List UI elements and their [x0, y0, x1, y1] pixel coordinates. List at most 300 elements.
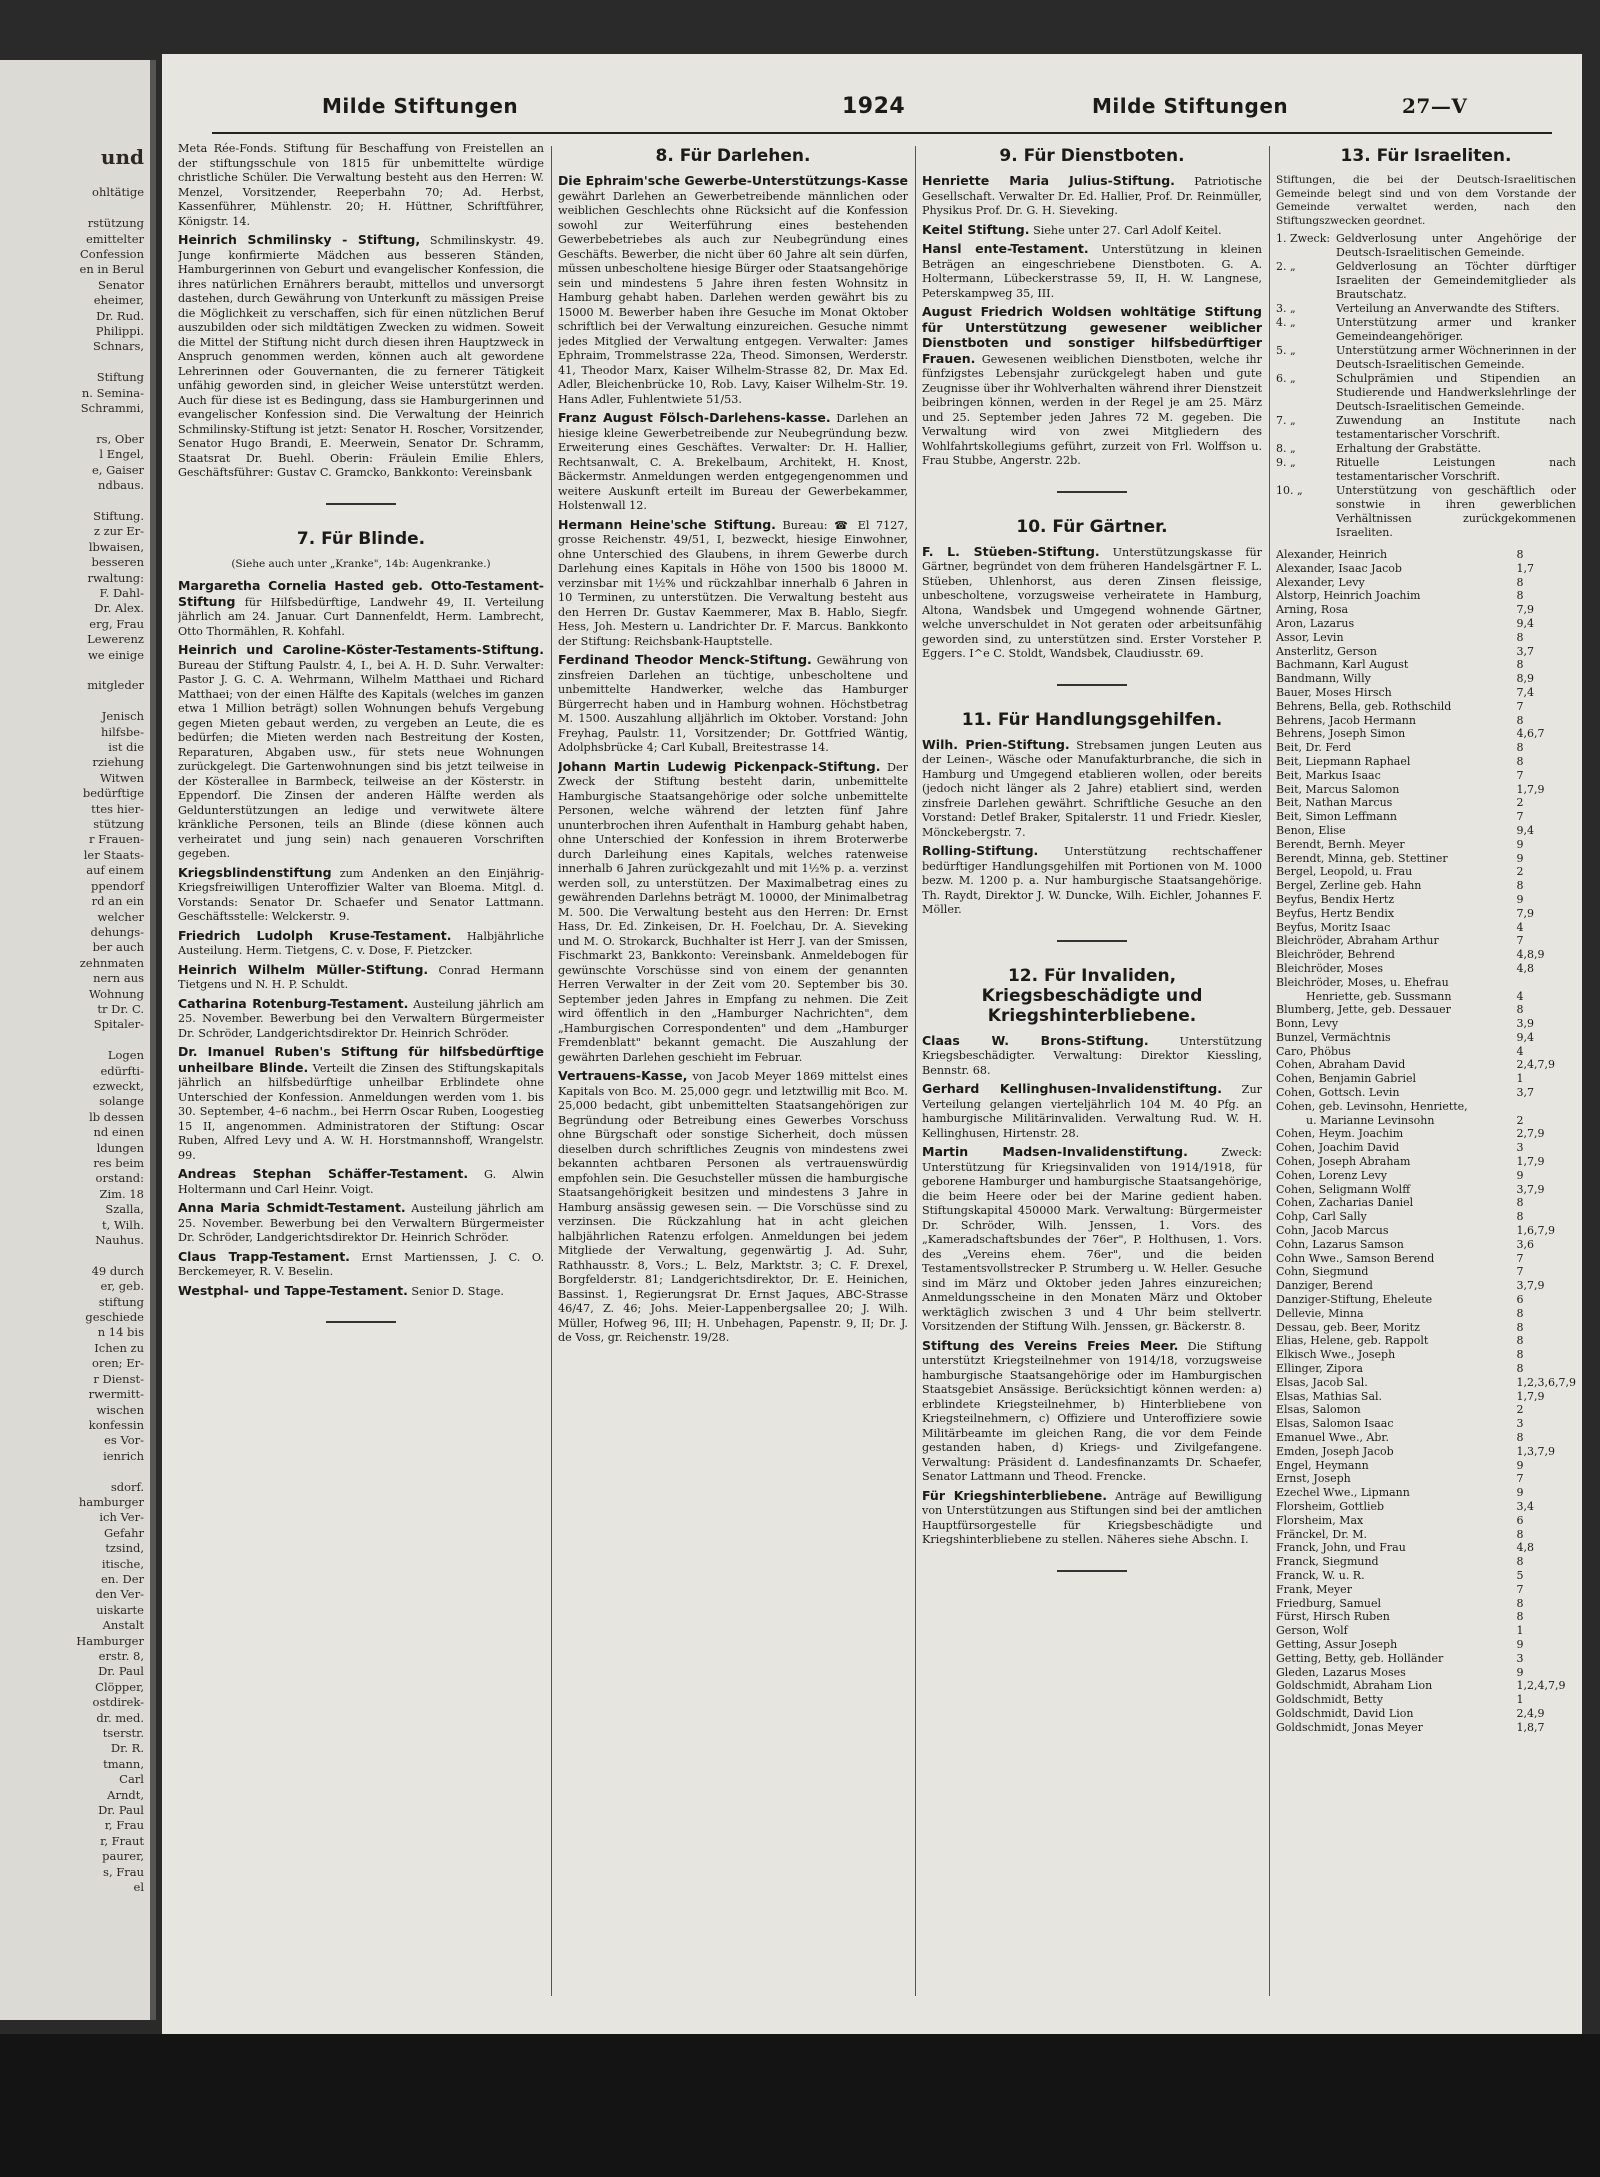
zweck-codes: 3 — [1516, 1651, 1524, 1665]
section-divider — [1057, 1570, 1127, 1572]
stiftung-name: Cohen, Joachim David — [1276, 1141, 1400, 1155]
section-7-heading: 7. Für Blinde. — [296, 528, 426, 549]
zweck-codes: 7 — [1516, 1472, 1524, 1486]
zweck-codes: 4,8 — [1516, 961, 1535, 975]
previous-page-text-fragment: konfessin — [88, 1417, 144, 1432]
previous-page-text-fragment — [0, 494, 150, 509]
zweck-number: 8. „ — [1276, 442, 1296, 455]
previous-page-text-fragment: Anstalt — [102, 1618, 144, 1633]
previous-page-text-fragment: r Dienst- — [93, 1371, 144, 1386]
table-row — [1276, 1100, 1576, 1114]
previous-page-text-fragment — [0, 355, 150, 370]
stiftung-name: Gerson, Wolf — [1276, 1624, 1348, 1638]
trapp-testament: Claus Trapp-Testament. Ernst Martienssen, J. C. O. Berckemeyer, R. V. Beselin. — [178, 1248, 544, 1278]
stiftung-name: Cohp, Carl Sally — [1276, 1210, 1367, 1224]
stiftung-name: Caro, Phöbus — [1276, 1044, 1351, 1058]
stiftung-name: Beyfus, Bendix Hertz — [1276, 892, 1395, 906]
zweck-number: 5. „ — [1276, 344, 1296, 357]
kriegsblinden-stiftung: Kriegsblindenstiftung zum Andenken an den Einjährig-Kriegsfreiwilligen Unteroffizier Walter van Bloema. Mitgl. d. Vorstands: Senator Dr. Schaefer und Senator Lattmann. Geschäftsstelle: Welckerstr. 9. — [178, 864, 544, 923]
zweck-number: 10. „ — [1276, 484, 1303, 497]
previous-page-text-fragment: ttes hier- — [91, 801, 144, 816]
previous-page-text-fragment: n 14 bis — [97, 1325, 144, 1340]
stiftung-name: Beit, Marcus Salomon — [1276, 782, 1400, 796]
kruse-testament: Friedrich Ludolph Kruse-Testament. Halbjährliche Austeilung. Herm. Tietgens, C. v. Dose, F. Pietzcker. — [178, 927, 544, 957]
previous-page-text-fragment: z zur Er- — [93, 524, 144, 539]
stiftung-name: Elsas, Jacob Sal. — [1276, 1375, 1368, 1389]
stiftung-name: Beit, Nathan Marcus — [1276, 796, 1393, 810]
prien-stiftung: Wilh. Prien-Stiftung. Strebsamen jungen Leuten aus der Leinen-, Wäsche oder Manufakturbranche, die sich in Hamburg und Umgegend etablieren wollen, oder bereits (jedoch nicht länger als 2 Jahre) etabliert sind, werden zinsfreie Darlehen gewährt. Schriftliche Gesuche an den Vorstand: Detlef Braker, Spitalerstr. 11 und Friedr. Kiesler, Mönckebergstr. 7. — [922, 736, 1262, 839]
stiftung-name: Bergel, Leopold, u. Frau — [1276, 865, 1413, 879]
zweck-codes: 3,7,9 — [1516, 1279, 1545, 1293]
israeliten-intro: Stiftungen, die bei der Deutsch-Israelitischen Gemeinde belegt sind und von dem Vorstande der Gemeinde verwaltet werden, nach den Stiftungszwecken geordnet. — [1276, 174, 1576, 227]
zweck-codes: 7 — [1516, 934, 1524, 948]
table-row — [1276, 1127, 1576, 1141]
kellinghusen-stiftung: Gerhard Kellinghusen-Invalidenstiftung. Zur Verteilung gelangen vierteljährlich 104 M. 40 Pfg. an hamburgische Militärinvaliden. Verwaltung Rud. W. H. Kellinghusen, Hirtenstr. 28. — [922, 1081, 1262, 1140]
previous-page-text-fragment: Lewerenz — [87, 632, 144, 647]
zweck-codes: 1,6,7,9 — [1516, 1224, 1555, 1238]
previous-page-text-fragment: tserstr. — [102, 1726, 144, 1741]
foelsch-darlehenskasse: Franz August Fölsch-Darlehens-kasse. Darlehen an hiesige kleine Gewerbetreibende zur Neubegründung bezw. Erweiterung eines Geschäftes. Verwalter: Dr. H. Hallier, Rechtsanwalt, C. A. Brekelbaum, Architekt, H. Knost, Bäckermstr. Anmeldungen werden entgegengenommen und weitere Auskunft erteilt im Bureau der Gewerbekammer, Holstenwall 12. — [558, 410, 908, 512]
zweck-codes: 2,7,9 — [1516, 1127, 1545, 1141]
previous-page-text-fragment: Stiftung. — [93, 508, 144, 523]
previous-page-text-fragment: besseren — [91, 555, 144, 570]
zweck-codes: 3,7 — [1516, 644, 1535, 658]
heine-stiftung: Hermann Heine'sche Stiftung. Bureau: ☎ El 7127, grosse Reichenstr. 49/51, I, bezweckt, hiesige Einwohner, ohne Unterschied des Glaubens, in ihrem Gewerbe durch Darlehung eines Kapitals in Höhe von 1500 bis 18000 M. verzinsbar mit 1½% und rückzahlbar innerhalb 6 Jahren in 10 Terminen, zu unterstützen. Die Verwaltung besteht aus den Herren Dr. Gustav Kaemmerer, Max B. Hablo, Siegfr. Hess, Joh. Mestern u. Landrichter Dr. F. Marcus. Bankkonto der Stiftung: Reichsbank-Hauptstelle. — [558, 516, 908, 648]
stiftung-name: Cohen, Zacharias Daniel — [1276, 1196, 1414, 1210]
previous-page-heading-fragment: und — [100, 145, 144, 169]
westphal-tappe-testament: Westphal- und Tappe-Testament. Senior D. Stage. — [178, 1282, 504, 1298]
section-divider — [326, 1321, 396, 1323]
zweck-item — [1276, 344, 1576, 372]
previous-page-text-fragment: Dr. Paul — [98, 1664, 144, 1679]
previous-page-text-fragment: stiftung — [98, 1294, 144, 1309]
zweck-item — [1276, 484, 1576, 540]
zweck-codes: 1 — [1516, 1693, 1524, 1707]
stiftung-name: Behrens, Bella, geb. Rothschild — [1276, 699, 1452, 713]
previous-page-text-fragment: es Vor- — [104, 1433, 144, 1448]
previous-page-text-fragment: Zim. 18 — [99, 1186, 144, 1201]
table-row — [1276, 1017, 1576, 1031]
zweck-codes: 9 — [1516, 892, 1524, 906]
zweck-codes: 3,4 — [1516, 1499, 1535, 1513]
table-row — [1276, 1390, 1576, 1404]
table-row — [1276, 1003, 1576, 1017]
previous-page-text-fragment: Schrammi, — [80, 401, 144, 416]
freies-meer-stiftung: Stiftung des Vereins Freies Meer. Die Stiftung unterstützt Kriegsteilnehmer von 1914/18, vorzugsweise hamburgische Staatsangehörige oder im Hamburgischen Staatsgebiet Ansässige. Berücksichtigt können werden: a) erblindete Kriegsteilnehmer, b) Hinterbliebene von Kriegsteilnehmern, c) Offiziere und Unteroffiziere sowie Militärbeamte im gleichen Rang, die vor dem Feinde gestanden haben, d) Kriegs- und Zivilgefangene. Verwaltung: Präsident d. Landesfinanzamts Dr. Schaefer, Senator Lattmann und Theod. Frencke. — [922, 1337, 1262, 1483]
previous-page-text-fragment: wischen — [96, 1402, 144, 1417]
zweck-codes: 6 — [1516, 1293, 1524, 1307]
stueben-stiftung: F. L. Stüeben-Stiftung. Unterstützungskasse für Gärtner, begründet von dem früheren Handelsgärtner F. L. Stüeben, Uhlenhorst, aus deren Zinsen fleissige, unbescholtene, vorzugsweise verheiratete in Hamburg, Altona, Wandsbek und Umgegend wohnende Gärtner, welche unverschuldet in Not geraten oder arbeitsunfähig geworden sind, zu unterstützen sind. Erster Vorsteher P. Eggers. I^e C. Stoldt, Wandsbek, Claudiusstr. 69. — [922, 543, 1262, 660]
zweck-codes: 4,8,9 — [1516, 948, 1545, 962]
stiftung-name: Cohn, Siegmund — [1276, 1265, 1369, 1279]
zweck-codes: 4 — [1516, 989, 1524, 1003]
zweck-number: 3. „ — [1276, 302, 1296, 315]
previous-page-text-fragment: Gefahr — [103, 1525, 144, 1540]
column-separator — [551, 146, 552, 1996]
previous-page-text-fragment: Logen — [107, 1048, 144, 1063]
stiftung-name: Elsas, Salomon — [1276, 1403, 1361, 1417]
header-page-number: 27—V — [1402, 94, 1468, 118]
previous-page-text-fragment: hamburger — [78, 1494, 144, 1509]
table-row — [1276, 1114, 1576, 1128]
stiftung-name: Cohn Wwe., Samson Berend — [1276, 1251, 1435, 1265]
stiftung-name: Behrens, Jacob Hermann — [1276, 713, 1416, 727]
zweck-text: Verteilung an Anverwandte des Stifters. — [1336, 302, 1560, 315]
stiftung-name: Elias, Helene, geb. Rappolt — [1276, 1334, 1429, 1348]
zweck-number: 2. „ — [1276, 260, 1296, 273]
zweck-codes: 1,7,9 — [1516, 1389, 1545, 1403]
table-row — [1276, 852, 1576, 866]
stiftung-name: Engel, Heymann — [1276, 1458, 1369, 1472]
table-row — [1276, 1307, 1576, 1321]
previous-page-text-fragment: r, Frau — [104, 1818, 144, 1833]
zweck-codes: 9 — [1516, 1637, 1524, 1651]
stiftung-name: Bleichröder, Behrend — [1276, 948, 1395, 962]
table-row — [1276, 1196, 1576, 1210]
zweck-codes: 8 — [1516, 754, 1524, 768]
section-7-note: (Siehe auch unter „Kranke", 14b: Augenkranke.) — [231, 557, 491, 570]
table-row — [1276, 1541, 1576, 1555]
zweck-codes: 8 — [1516, 658, 1524, 672]
table-row — [1276, 796, 1576, 810]
zweck-codes: 8 — [1516, 879, 1524, 893]
table-row — [1276, 1569, 1576, 1583]
previous-page-text-fragment: rstützung — [87, 216, 144, 231]
zweck-codes: 2 — [1516, 865, 1524, 879]
previous-page-text-fragment: l Engel, — [99, 447, 144, 462]
zweck-codes: 8 — [1516, 1196, 1524, 1210]
table-row — [1276, 948, 1576, 962]
table-row — [1276, 1224, 1576, 1238]
table-row — [1276, 1321, 1576, 1335]
previous-page-text-fragment: nd einen — [93, 1125, 144, 1140]
stiftung-name: Franck, John, und Frau — [1276, 1541, 1406, 1555]
previous-page-text-fragment: rd an ein — [91, 894, 144, 909]
stiftung-name: Blumberg, Jette, geb. Dessauer — [1276, 1003, 1451, 1017]
table-row — [1276, 1252, 1576, 1266]
newspaper-page — [162, 54, 1582, 2034]
brons-stiftung: Claas W. Brons-Stiftung. Unterstützung Kriegsbeschädigter. Verwaltung: Direktor Kiessling, Bennstr. 68. — [922, 1032, 1262, 1077]
zweck-codes: 8 — [1516, 548, 1524, 561]
table-row — [1276, 921, 1576, 935]
zweck-codes: 6 — [1516, 1513, 1524, 1527]
stiftung-name: Ezechel Wwe., Lipmann — [1276, 1486, 1410, 1500]
stiftung-name: Benon, Elise — [1276, 823, 1346, 837]
menck-stiftung: Ferdinand Theodor Menck-Stiftung. Gewährung von zinsfreien Darlehen an tüchtige, unbescholtene und unbemittelte Handwerker, welche das Hamburger Bürgerrecht haben und in Hamburg wohnen. Höchstbetrag M. 1500. Auszahlung alljährlich im Oktober. Vorstand: John Freyhag, Paulstr. 11, Vorsitzender; Dr. Gottfried Wäntig, Adolphsbrücke 4; Carl Kuball, Breitestrasse 14. — [558, 652, 908, 754]
table-row — [1276, 1431, 1576, 1445]
julius-stiftung: Henriette Maria Julius-Stiftung. Patriotische Gesellschaft. Verwalter Dr. Ed. Hallier, Prof. Dr. Reinmüller, Physikus Prof. Dr. G. H. Sieveking. — [922, 173, 1262, 217]
stiftung-name: Ansterlitz, Gerson — [1276, 644, 1378, 658]
previous-page-text-fragment: ist die — [108, 740, 144, 755]
previous-page-text-fragment: Jenisch — [101, 709, 144, 724]
stiftung-name: Alexander, Heinrich — [1276, 548, 1388, 561]
previous-page-text-fragment: ich Ver- — [99, 1510, 144, 1525]
stiftung-name: Bachmann, Karl August — [1276, 658, 1409, 672]
table-row — [1276, 700, 1576, 714]
zweck-codes: 7 — [1516, 1582, 1524, 1596]
section-divider — [1057, 940, 1127, 942]
zweck-codes: 9 — [1516, 851, 1524, 865]
zweck-codes: 8 — [1516, 1610, 1524, 1624]
previous-page-text-fragment: Witwen — [100, 770, 144, 785]
zweck-codes: 8 — [1516, 630, 1524, 644]
table-row — [1276, 576, 1576, 590]
zweck-codes: 9 — [1516, 1486, 1524, 1500]
previous-page-text-fragment: Spitaler- — [93, 1017, 144, 1032]
table-row — [1276, 1169, 1576, 1183]
previous-page-text-fragment: bedürftige — [82, 786, 144, 801]
previous-page-text-fragment: erg, Frau — [89, 616, 144, 631]
stiftung-name: Florsheim, Gottlieb — [1276, 1499, 1385, 1513]
table-row — [1276, 589, 1576, 603]
table-row — [1276, 1624, 1576, 1638]
zweck-codes — [1513, 976, 1576, 990]
stiftung-name: Dellevie, Minna — [1276, 1306, 1364, 1320]
stiftung-name: Cohen, Joseph Abraham — [1276, 1155, 1411, 1169]
stiftung-name: Getting, Betty, geb. Holländer — [1276, 1651, 1444, 1665]
table-row — [1276, 810, 1576, 824]
table-row — [1276, 617, 1576, 631]
stiftung-name: Cohen, Benjamin Gabriel — [1276, 1072, 1417, 1086]
previous-page-text-fragment: edürfti- — [100, 1063, 144, 1078]
stiftung-name: u. Marianne Levinsohn — [1306, 1113, 1435, 1127]
stiftung-name: Goldschmidt, David Lion — [1276, 1706, 1414, 1720]
zweck-codes: 7,9 — [1516, 603, 1535, 617]
previous-page-edge — [0, 60, 156, 2020]
zweck-codes: 1,7,9 — [1516, 1155, 1545, 1169]
column-4 — [1276, 142, 1576, 2002]
previous-page-text-fragment: hilfsbe- — [101, 724, 144, 739]
rotenburg-testament: Catharina Rotenburg-Testament. Austeilung jährlich am 25. November. Bewerbung bei den Verwaltern Bürgermeister Dr. Schröder, Landgerichtsdirektor Dr. Heinrich Schröder. — [178, 995, 544, 1040]
previous-page-text-fragment: Dr. R. — [110, 1741, 144, 1756]
header-year: 1924 — [842, 94, 906, 119]
pickenpack-stiftung: Johann Martin Ludewig Pickenpack-Stiftung. Der Zweck der Stiftung besteht darin, unbemittelte Hamburgische Staatsangehörige oder solche unbemittelte Personen, welche während der letzten fünf Jahre ununterbrochen ihren Aufenthalt in Hamburg gehabt haben, ohne Unterschied der Konfession in ihrem Broterwerbe durch Darleihung eines Kapitals, welches ratenweise innerhalb 6 Jahren zurückgezahlt und mit 1½% p. a. verzinst werden soll, zu unterstützen. Der Maximalbetrag eines zu gewährenden Darlehns beträgt M. 10000, der Minimalbetrag M. 500. Die Verwaltung besteht aus den Herren: Dr. Ernst Hass, Dr. Ed. Zinkeisen, Dr. H. Foelchau, Dr. A. Sieveking und M. O. Strokarck, Buchhalter ist Herr J. van der Smissen, Fischmarkt 23, Bankkonto: Vereinsbank. Anmeldebogen für gewünschte Vorschüsse sind von einem der genannten Herren Verwalter in der Zeit vom 20. September bis 30. September jeden Jahres in Empfang zu nehmen. Die Zeit wird öffentlich in den „Hamburger Nachrichten", dem „Hamburgischen Correspondenten" und dem „Hamburger Fremdenblatt" bekannt gemacht. Die Auszahlung der gewährten Darlehen geschieht im Februar. — [558, 758, 908, 1064]
previous-page-text-fragment: solange — [99, 1094, 144, 1109]
stiftung-name: Bergel, Zerline geb. Hahn — [1276, 879, 1422, 893]
zweck-item — [1276, 442, 1576, 456]
zweck-codes: 4,8 — [1516, 1541, 1535, 1555]
column-2 — [558, 142, 908, 2002]
table-row — [1276, 1597, 1576, 1611]
table-row — [1276, 1334, 1576, 1348]
table-row — [1276, 838, 1576, 852]
zweck-codes: 9,4 — [1516, 823, 1535, 837]
previous-page-text-fragment: uiskarte — [96, 1602, 144, 1617]
zweck-codes: 9 — [1516, 837, 1524, 851]
table-row — [1276, 1058, 1576, 1072]
previous-page-text-fragment: oren; Er- — [92, 1356, 144, 1371]
previous-page-text-fragment: Dr. Paul — [98, 1803, 144, 1818]
table-row — [1276, 741, 1576, 755]
stiftung-name: Elsas, Mathias Sal. — [1276, 1389, 1383, 1403]
stiftung-name: Cohn, Lazarus Samson — [1276, 1237, 1404, 1251]
table-row — [1276, 1238, 1576, 1252]
previous-page-text-fragment: rs, Ober — [96, 431, 144, 446]
zweck-codes: 2 — [1516, 1403, 1524, 1417]
zweck-codes: 9,4 — [1516, 1030, 1535, 1044]
stiftung-name: Cohen, Abraham David — [1276, 1058, 1406, 1072]
zweck-number: 1. Zweck: — [1276, 232, 1331, 245]
stiftung-name: Ernst, Joseph — [1276, 1472, 1351, 1486]
stiftung-name: Cohen, Seligmann Wolff — [1276, 1182, 1411, 1196]
column-separator — [1269, 146, 1270, 1996]
zweck-codes: 1,7,9 — [1516, 782, 1545, 796]
previous-page-text-fragment — [0, 417, 150, 432]
zweck-item — [1276, 456, 1576, 484]
table-row — [1276, 1072, 1576, 1086]
previous-page-text-fragment: ppendorf — [91, 878, 144, 893]
table-row — [1276, 1693, 1576, 1707]
zweck-codes: 8 — [1516, 1527, 1524, 1541]
table-row — [1276, 1486, 1576, 1500]
previous-page-text-fragment: Carl — [119, 1772, 144, 1787]
zweck-codes: 8 — [1516, 1320, 1524, 1334]
previous-page-text-fragment: erstr. 8, — [98, 1649, 144, 1663]
zweck-number: 6. „ — [1276, 372, 1296, 385]
previous-page-text-fragment: Philippi. — [95, 324, 144, 339]
stiftung-name: Goldschmidt, Betty — [1276, 1693, 1383, 1707]
previous-page-text-fragment: Schnars, — [92, 339, 144, 354]
zweck-codes: 9,4 — [1516, 616, 1535, 630]
zweck-item — [1276, 302, 1576, 316]
previous-page-text-fragment: den Ver- — [95, 1587, 144, 1602]
table-row — [1276, 548, 1576, 562]
previous-page-text-fragment: ezweckt, — [92, 1078, 144, 1093]
stiftung-name: Berendt, Bernh. Meyer — [1276, 837, 1405, 851]
zweck-codes: 8 — [1516, 1334, 1524, 1348]
zweck-codes: 5 — [1516, 1568, 1524, 1582]
stiftung-name: Dessau, geb. Beer, Moritz — [1276, 1320, 1420, 1334]
zweck-codes: 1 — [1516, 1624, 1524, 1638]
stiftung-name: Alexander, Levy — [1276, 575, 1365, 589]
hansel-testament: Hansl ente-Testament. Unterstützung in kleinen Beträgen an eingeschriebene Dienstboten. G. A. Holtermann, Lübeckerstrasse 59, II, H. W. Langnese, Peterskampweg 35, III. — [922, 241, 1262, 300]
table-row — [1276, 1500, 1576, 1514]
zweck-codes: 4 — [1516, 1044, 1524, 1058]
zweck-item — [1276, 260, 1576, 302]
stiftung-name: Gleden, Lazarus Moses — [1276, 1665, 1406, 1679]
previous-page-text-fragment: dehungs- — [90, 924, 144, 939]
section-divider — [1057, 491, 1127, 493]
stiftung-name: Beit, Liepmann Raphael — [1276, 754, 1411, 768]
previous-page-text-fragment: ler Staats- — [83, 847, 144, 862]
stiftung-name: Fränckel, Dr. M. — [1276, 1527, 1368, 1541]
zweck-item — [1276, 372, 1576, 414]
previous-page-text-fragment: tr Dr. C. — [97, 1001, 144, 1016]
previous-page-text-fragment: auf einem — [86, 863, 144, 878]
table-row — [1276, 1348, 1576, 1362]
table-row — [1276, 1141, 1576, 1155]
previous-page-text-fragment: geschiede — [85, 1310, 144, 1325]
table-row — [1276, 1403, 1576, 1417]
previous-page-text-fragment: Confession — [79, 247, 144, 262]
header-rule — [212, 132, 1552, 134]
section-divider — [1057, 684, 1127, 686]
previous-page-text-fragment: Senator — [98, 277, 144, 292]
zweck-number: 9. „ — [1276, 456, 1296, 469]
stiftung-name: Arning, Rosa — [1276, 603, 1349, 617]
previous-page-text-fragment: F. Dahl- — [99, 585, 144, 600]
section-9-heading: 9. Für Dienstboten. — [999, 146, 1185, 166]
table-row — [1276, 1417, 1576, 1431]
table-row — [1276, 562, 1576, 576]
zweck-item — [1276, 232, 1576, 260]
zweck-codes: 3 — [1516, 1141, 1524, 1155]
previous-page-text-fragment: ienrich — [103, 1448, 144, 1463]
table-row — [1276, 976, 1576, 990]
zweck-codes: 7 — [1516, 699, 1524, 713]
meta-ree-fonds: Meta Rée-Fonds. Stiftung für Beschaffung von Freistellen an der stiftungsschule von 1815 für unbemittelte würdige christliche Schüler. Die Verwaltung besteht aus den Herren: W. Menzel, Vorsitzender, Reeperbahn 70; Ad. Herbst, Kassenführer, Mühlenstr. 20; H. Hüttner, Schriftführer, Königstr. 14. — [178, 142, 544, 228]
zweck-text: Geldverlosung an Töchter dürftiger Israeliten der Gemeindemitglieder als Brautschatz. — [1336, 260, 1576, 301]
previous-page-text-fragment: Clöpper, — [95, 1679, 144, 1694]
zweck-codes: 3,6 — [1516, 1237, 1535, 1251]
previous-page-text-fragment: orstand: — [95, 1171, 144, 1186]
zweck-codes: 7 — [1516, 1265, 1524, 1279]
table-row — [1276, 769, 1576, 783]
zweck-list — [1276, 232, 1576, 540]
previous-page-text-fragment: en in Berul — [79, 262, 144, 277]
previous-page-text-fragment: rwaltung: — [87, 570, 144, 585]
zweck-codes: 1,3,7,9 — [1516, 1444, 1555, 1458]
previous-page-text-fragment — [0, 1464, 150, 1479]
previous-page-text-fragment: stützung — [93, 817, 144, 832]
stiftung-name: Beyfus, Moritz Isaac — [1276, 920, 1391, 934]
previous-page-text-fragment — [0, 1033, 150, 1048]
stiftung-name: Bunzel, Vermächtnis — [1276, 1030, 1391, 1044]
stiftung-name: Cohen, Heym. Joachim — [1276, 1127, 1404, 1141]
table-row — [1276, 645, 1576, 659]
zweck-text: Zuwendung an Institute nach testamentarischer Vorschrift. — [1336, 414, 1576, 441]
zweck-codes: 1,2,3,6,7,9 — [1516, 1375, 1576, 1389]
zweck-codes: 1 — [1516, 1072, 1524, 1086]
previous-page-text-fragment: itische, — [101, 1556, 144, 1571]
zweck-codes: 1,7 — [1516, 561, 1535, 575]
table-row — [1276, 934, 1576, 948]
schmidt-testament: Anna Maria Schmidt-Testament. Austeilung jährlich am 25. November. Bewerbung bei den Verwaltern Bürgermeister Dr. Schröder, Landgerichtsdirektor Dr. Heinrich Schröder. — [178, 1200, 544, 1244]
stiftung-name: Beit, Simon Leffmann — [1276, 810, 1397, 824]
stiftung-name: Friedburg, Samuel — [1276, 1596, 1382, 1610]
table-row — [1276, 783, 1576, 797]
zweck-codes: 2,4,9 — [1516, 1706, 1545, 1720]
zweck-codes: 3,7 — [1516, 1086, 1535, 1100]
stiftung-name: Goldschmidt, Abraham Lion — [1276, 1679, 1433, 1693]
previous-page-text-fragment: n. Semina- — [81, 385, 144, 400]
stiftung-name: Goldschmidt, Jonas Meyer — [1276, 1720, 1423, 1734]
zweck-item — [1276, 414, 1576, 442]
zweck-codes: 9 — [1516, 1665, 1524, 1679]
woldsen-stiftung: August Friedrich Woldsen wohltätige Stiftung für Unterstützung gewesener weiblicher Dienstboten und sonstiger hilfsbedürftiger Frauen. Gewesenen weiblichen Dienstboten, welche ihr fünfzigstes Lebensjahr zurückgelegt haben und gute Zeugnisse über ihr Wohlverhalten während ihrer Dienstzeit beibringen können, werden in der Regel je am 25. März und 25. September jeden Jahres 72 M. gegeben. Die Verwaltung wird von zwei Mitgliedern des Wohlfahrtskollegiums geführt, zurzeit von Frl. Wolffson u. Frau Stubbe, Angerstr. 22b. — [922, 304, 1262, 467]
previous-page-text-fragment: rziehung — [92, 755, 144, 770]
stiftung-name: Emanuel Wwe., Abr. — [1276, 1431, 1389, 1444]
zweck-codes: 3,7,9 — [1516, 1182, 1545, 1196]
zweck-text: Unterstützung von geschäftlich oder sonstwie in ihren gewerblichen Verhältnissen zurückgekommenen Israeliten. — [1336, 484, 1576, 539]
table-row — [1276, 714, 1576, 728]
stiftung-name: Bonn, Levy — [1276, 1017, 1339, 1031]
previous-page-text-fragment: ndbaus. — [98, 478, 144, 493]
previous-page-text-fragment — [0, 663, 150, 678]
section-12-heading: 12. Für Invaliden, Kriegsbeschädigte und Kriegshinterbliebene. — [981, 965, 1203, 1026]
previous-page-text-fragment: tzsind, — [105, 1541, 144, 1556]
stiftung-name: Bauer, Moses Hirsch — [1276, 685, 1392, 699]
zweck-codes: 1,2,4,7,9 — [1516, 1679, 1566, 1693]
section-13-heading: 13. Für Israeliten. — [1340, 146, 1512, 166]
zweck-codes: 4,6,7 — [1516, 727, 1545, 741]
stiftung-name: Bleichröder, Moses, u. Ehefrau — [1276, 975, 1449, 989]
zweck-codes: 8 — [1516, 1596, 1524, 1610]
schmilinsky-stiftung: Heinrich Schmilinsky - Stiftung, Schmilinskystr. 49. Junge konfirmierte Mädchen aus besseren Ständen, Hamburgerinnen von Geburt und evangelischer Konfession, die ihres natürlichen Ernährers beraubt, mittellos und unversorgt dastehen, durch Gewährung von Unterkunft zu mässigen Preise die Möglichkeit zu verschaffen, sich für einen nützlichen Beruf auszubilden oder sich mildtätigen Zwecken zu widmen. Soweit die Mittel der Stiftung nicht durch diesen ihren Hauptzweck in Anspruch genommen werden, können auch alt gewordene Lehrerinnen oder Gouvernanten, die zu fernerer Tätigkeit unfähig geworden sind, in gleicher Weise unterstützt werden. Auch für diese ist es Bedingung, dass sie Hamburgerinnen und evangelischer Konfession sind. Die Verwaltung der Heinrich Schmilinsky-Stiftung ist jetzt: Senator H. Roscher, Vorsitzender, Senator Hugo Brandi, E. Meerwein, Senator Dr. Schramm, Staatsrat Dr. Buehl. Oberin: Fräulein Emilie Ehlers, Geschäftsführer: Gustav C. Gramcko, Bankkonto: Vereinsbank — [178, 232, 544, 479]
previous-page-text-fragment: t, Wilh. — [102, 1217, 144, 1232]
stiftung-name: Behrens, Joseph Simon — [1276, 727, 1406, 741]
previous-page-text-fragment: el — [133, 1880, 144, 1895]
